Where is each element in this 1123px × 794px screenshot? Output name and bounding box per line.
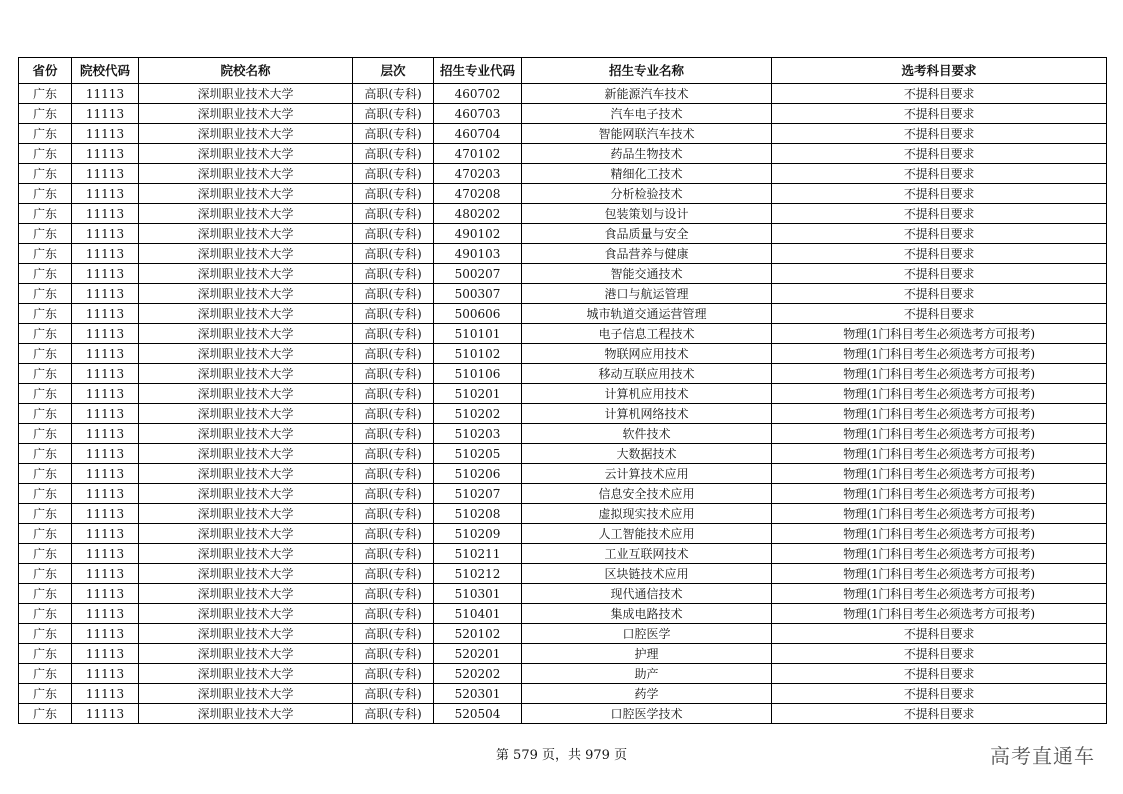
school-name-cell: 深圳职业技术大学	[139, 264, 353, 284]
table-row	[19, 664, 1107, 684]
major-name-cell: 物联网应用技术	[522, 344, 772, 364]
major-name-cell: 口腔医学	[522, 624, 772, 644]
table-body	[19, 84, 1107, 724]
header-major-name: 招生专业名称	[522, 58, 772, 84]
province-cell: 广东	[19, 124, 72, 144]
major-name-cell: 软件技术	[522, 424, 772, 444]
school-code-cell: 11113	[72, 464, 139, 484]
level-cell: 高职(专科)	[353, 664, 434, 684]
level-cell: 高职(专科)	[353, 564, 434, 584]
major-name-cell: 虚拟现实技术应用	[522, 504, 772, 524]
major-code-cell: 520201	[434, 644, 522, 664]
subject-requirement-cell: 物理(1门科目考生必须选考方可报考)	[772, 544, 1107, 564]
major-name-cell: 城市轨道交通运营管理	[522, 304, 772, 324]
table-row	[19, 144, 1107, 164]
level-cell: 高职(专科)	[353, 364, 434, 384]
level-cell: 高职(专科)	[353, 304, 434, 324]
school-name-cell: 深圳职业技术大学	[139, 344, 353, 364]
school-code-cell: 11113	[72, 484, 139, 504]
major-code-cell: 520202	[434, 664, 522, 684]
subject-requirement-cell: 物理(1门科目考生必须选考方可报考)	[772, 564, 1107, 584]
subject-requirement-cell: 不提科目要求	[772, 624, 1107, 644]
level-cell: 高职(专科)	[353, 104, 434, 124]
province-cell: 广东	[19, 684, 72, 704]
level-cell: 高职(专科)	[353, 124, 434, 144]
province-cell: 广东	[19, 204, 72, 224]
school-name-cell: 深圳职业技术大学	[139, 684, 353, 704]
header-subject-requirement: 选考科目要求	[772, 58, 1107, 84]
major-code-cell: 510205	[434, 444, 522, 464]
school-code-cell: 11113	[72, 284, 139, 304]
province-cell: 广东	[19, 484, 72, 504]
table-row	[19, 424, 1107, 444]
major-name-cell: 计算机应用技术	[522, 384, 772, 404]
subject-requirement-cell: 物理(1门科目考生必须选考方可报考)	[772, 364, 1107, 384]
table-row	[19, 344, 1107, 364]
level-cell: 高职(专科)	[353, 504, 434, 524]
level-cell: 高职(专科)	[353, 144, 434, 164]
major-name-cell: 智能交通技术	[522, 264, 772, 284]
table-row	[19, 264, 1107, 284]
major-code-cell: 510203	[434, 424, 522, 444]
school-code-cell: 11113	[72, 524, 139, 544]
major-name-cell: 移动互联应用技术	[522, 364, 772, 384]
header-province: 省份	[19, 58, 72, 84]
level-cell: 高职(专科)	[353, 344, 434, 364]
major-name-cell: 大数据技术	[522, 444, 772, 464]
major-code-cell: 460703	[434, 104, 522, 124]
major-code-cell: 470203	[434, 164, 522, 184]
major-code-cell: 460704	[434, 124, 522, 144]
province-cell: 广东	[19, 284, 72, 304]
subject-requirement-cell: 不提科目要求	[772, 84, 1107, 104]
school-name-cell: 深圳职业技术大学	[139, 444, 353, 464]
major-code-cell: 510206	[434, 464, 522, 484]
subject-requirement-cell: 不提科目要求	[772, 704, 1107, 724]
school-code-cell: 11113	[72, 564, 139, 584]
school-name-cell: 深圳职业技术大学	[139, 604, 353, 624]
major-code-cell: 510101	[434, 324, 522, 344]
table-row	[19, 544, 1107, 564]
level-cell: 高职(专科)	[353, 164, 434, 184]
major-name-cell: 药品生物技术	[522, 144, 772, 164]
school-name-cell: 深圳职业技术大学	[139, 644, 353, 664]
level-cell: 高职(专科)	[353, 444, 434, 464]
major-code-cell: 510106	[434, 364, 522, 384]
subject-requirement-cell: 物理(1门科目考生必须选考方可报考)	[772, 424, 1107, 444]
province-cell: 广东	[19, 184, 72, 204]
table-row	[19, 104, 1107, 124]
major-code-cell: 500207	[434, 264, 522, 284]
school-code-cell: 11113	[72, 124, 139, 144]
level-cell: 高职(专科)	[353, 584, 434, 604]
table-header-row	[19, 58, 1107, 84]
major-code-cell: 470102	[434, 144, 522, 164]
table-row	[19, 644, 1107, 664]
table-row	[19, 224, 1107, 244]
major-name-cell: 护理	[522, 644, 772, 664]
major-code-cell: 500307	[434, 284, 522, 304]
major-name-cell: 云计算技术应用	[522, 464, 772, 484]
school-code-cell: 11113	[72, 184, 139, 204]
level-cell: 高职(专科)	[353, 384, 434, 404]
watermark-logo-text: 高考直通车	[990, 744, 1095, 768]
level-cell: 高职(专科)	[353, 684, 434, 704]
school-name-cell: 深圳职业技术大学	[139, 104, 353, 124]
table-row	[19, 584, 1107, 604]
school-code-cell: 11113	[72, 204, 139, 224]
major-name-cell: 药学	[522, 684, 772, 704]
province-cell: 广东	[19, 624, 72, 644]
table-row	[19, 704, 1107, 724]
province-cell: 广东	[19, 564, 72, 584]
major-code-cell: 480202	[434, 204, 522, 224]
level-cell: 高职(专科)	[353, 204, 434, 224]
school-code-cell: 11113	[72, 164, 139, 184]
province-cell: 广东	[19, 104, 72, 124]
province-cell: 广东	[19, 364, 72, 384]
school-code-cell: 11113	[72, 504, 139, 524]
major-name-cell: 集成电路技术	[522, 604, 772, 624]
school-name-cell: 深圳职业技术大学	[139, 544, 353, 564]
table-row	[19, 504, 1107, 524]
table-row	[19, 364, 1107, 384]
school-name-cell: 深圳职业技术大学	[139, 164, 353, 184]
province-cell: 广东	[19, 144, 72, 164]
school-name-cell: 深圳职业技术大学	[139, 184, 353, 204]
major-code-cell: 510301	[434, 584, 522, 604]
major-code-cell: 520102	[434, 624, 522, 644]
province-cell: 广东	[19, 644, 72, 664]
header-major-code: 招生专业代码	[434, 58, 522, 84]
school-code-cell: 11113	[72, 644, 139, 664]
subject-requirement-cell: 不提科目要求	[772, 184, 1107, 204]
school-code-cell: 11113	[72, 84, 139, 104]
major-code-cell: 520301	[434, 684, 522, 704]
table-row	[19, 124, 1107, 144]
school-code-cell: 11113	[72, 344, 139, 364]
province-cell: 广东	[19, 584, 72, 604]
school-name-cell: 深圳职业技术大学	[139, 584, 353, 604]
subject-requirement-cell: 物理(1门科目考生必须选考方可报考)	[772, 444, 1107, 464]
major-code-cell: 490103	[434, 244, 522, 264]
school-name-cell: 深圳职业技术大学	[139, 224, 353, 244]
province-cell: 广东	[19, 304, 72, 324]
province-cell: 广东	[19, 464, 72, 484]
major-name-cell: 人工智能技术应用	[522, 524, 772, 544]
subject-requirement-cell: 物理(1门科目考生必须选考方可报考)	[772, 404, 1107, 424]
province-cell: 广东	[19, 424, 72, 444]
header-school-name: 院校名称	[139, 58, 353, 84]
subject-requirement-cell: 不提科目要求	[772, 244, 1107, 264]
subject-requirement-cell: 不提科目要求	[772, 304, 1107, 324]
school-name-cell: 深圳职业技术大学	[139, 384, 353, 404]
level-cell: 高职(专科)	[353, 624, 434, 644]
table-row	[19, 284, 1107, 304]
level-cell: 高职(专科)	[353, 524, 434, 544]
level-cell: 高职(专科)	[353, 544, 434, 564]
major-code-cell: 520504	[434, 704, 522, 724]
table-row	[19, 464, 1107, 484]
school-code-cell: 11113	[72, 264, 139, 284]
school-name-cell: 深圳职业技术大学	[139, 284, 353, 304]
admission-requirements-table	[18, 57, 1107, 724]
major-code-cell: 510401	[434, 604, 522, 624]
school-name-cell: 深圳职业技术大学	[139, 244, 353, 264]
school-code-cell: 11113	[72, 664, 139, 684]
table-row	[19, 244, 1107, 264]
school-code-cell: 11113	[72, 384, 139, 404]
major-code-cell: 510201	[434, 384, 522, 404]
province-cell: 广东	[19, 164, 72, 184]
table-row	[19, 204, 1107, 224]
level-cell: 高职(专科)	[353, 644, 434, 664]
table-row	[19, 164, 1107, 184]
level-cell: 高职(专科)	[353, 324, 434, 344]
major-name-cell: 智能网联汽车技术	[522, 124, 772, 144]
subject-requirement-cell: 不提科目要求	[772, 224, 1107, 244]
school-name-cell: 深圳职业技术大学	[139, 204, 353, 224]
level-cell: 高职(专科)	[353, 464, 434, 484]
subject-requirement-cell: 物理(1门科目考生必须选考方可报考)	[772, 584, 1107, 604]
school-name-cell: 深圳职业技术大学	[139, 664, 353, 684]
province-cell: 广东	[19, 84, 72, 104]
major-name-cell: 信息安全技术应用	[522, 484, 772, 504]
table-row	[19, 84, 1107, 104]
school-name-cell: 深圳职业技术大学	[139, 464, 353, 484]
school-name-cell: 深圳职业技术大学	[139, 124, 353, 144]
major-code-cell: 510202	[434, 404, 522, 424]
school-code-cell: 11113	[72, 244, 139, 264]
subject-requirement-cell: 物理(1门科目考生必须选考方可报考)	[772, 504, 1107, 524]
level-cell: 高职(专科)	[353, 84, 434, 104]
subject-requirement-cell: 物理(1门科目考生必须选考方可报考)	[772, 344, 1107, 364]
table-row	[19, 624, 1107, 644]
subject-requirement-cell: 不提科目要求	[772, 264, 1107, 284]
school-name-cell: 深圳职业技术大学	[139, 304, 353, 324]
subject-requirement-cell: 物理(1门科目考生必须选考方可报考)	[772, 464, 1107, 484]
province-cell: 广东	[19, 504, 72, 524]
province-cell: 广东	[19, 224, 72, 244]
level-cell: 高职(专科)	[353, 424, 434, 444]
school-code-cell: 11113	[72, 424, 139, 444]
major-code-cell: 510212	[434, 564, 522, 584]
province-cell: 广东	[19, 324, 72, 344]
province-cell: 广东	[19, 344, 72, 364]
school-name-cell: 深圳职业技术大学	[139, 364, 353, 384]
school-name-cell: 深圳职业技术大学	[139, 484, 353, 504]
school-code-cell: 11113	[72, 704, 139, 724]
school-code-cell: 11113	[72, 144, 139, 164]
subject-requirement-cell: 不提科目要求	[772, 164, 1107, 184]
province-cell: 广东	[19, 404, 72, 424]
major-code-cell: 510211	[434, 544, 522, 564]
major-name-cell: 电子信息工程技术	[522, 324, 772, 344]
province-cell: 广东	[19, 244, 72, 264]
level-cell: 高职(专科)	[353, 244, 434, 264]
major-name-cell: 食品质量与安全	[522, 224, 772, 244]
school-name-cell: 深圳职业技术大学	[139, 524, 353, 544]
table-row	[19, 604, 1107, 624]
province-cell: 广东	[19, 264, 72, 284]
major-name-cell: 食品营养与健康	[522, 244, 772, 264]
school-name-cell: 深圳职业技术大学	[139, 324, 353, 344]
school-code-cell: 11113	[72, 544, 139, 564]
table-row	[19, 404, 1107, 424]
province-cell: 广东	[19, 544, 72, 564]
subject-requirement-cell: 不提科目要求	[772, 144, 1107, 164]
major-name-cell: 汽车电子技术	[522, 104, 772, 124]
level-cell: 高职(专科)	[353, 284, 434, 304]
major-code-cell: 470208	[434, 184, 522, 204]
subject-requirement-cell: 物理(1门科目考生必须选考方可报考)	[772, 384, 1107, 404]
province-cell: 广东	[19, 384, 72, 404]
school-name-cell: 深圳职业技术大学	[139, 564, 353, 584]
table-row	[19, 384, 1107, 404]
major-name-cell: 精细化工技术	[522, 164, 772, 184]
subject-requirement-cell: 不提科目要求	[772, 684, 1107, 704]
table-row	[19, 184, 1107, 204]
level-cell: 高职(专科)	[353, 404, 434, 424]
subject-requirement-cell: 不提科目要求	[772, 664, 1107, 684]
major-code-cell: 510102	[434, 344, 522, 364]
subject-requirement-cell: 不提科目要求	[772, 204, 1107, 224]
major-name-cell: 新能源汽车技术	[522, 84, 772, 104]
province-cell: 广东	[19, 444, 72, 464]
major-code-cell: 510209	[434, 524, 522, 544]
level-cell: 高职(专科)	[353, 224, 434, 244]
school-code-cell: 11113	[72, 104, 139, 124]
school-name-cell: 深圳职业技术大学	[139, 404, 353, 424]
school-code-cell: 11113	[72, 604, 139, 624]
school-code-cell: 11113	[72, 224, 139, 244]
major-code-cell: 490102	[434, 224, 522, 244]
table-row	[19, 564, 1107, 584]
school-code-cell: 11113	[72, 404, 139, 424]
level-cell: 高职(专科)	[353, 604, 434, 624]
subject-requirement-cell: 物理(1门科目考生必须选考方可报考)	[772, 604, 1107, 624]
school-code-cell: 11113	[72, 684, 139, 704]
school-code-cell: 11113	[72, 624, 139, 644]
major-name-cell: 口腔医学技术	[522, 704, 772, 724]
major-code-cell: 460702	[434, 84, 522, 104]
major-code-cell: 500606	[434, 304, 522, 324]
major-code-cell: 510208	[434, 504, 522, 524]
table-row	[19, 304, 1107, 324]
school-code-cell: 11113	[72, 584, 139, 604]
subject-requirement-cell: 物理(1门科目考生必须选考方可报考)	[772, 524, 1107, 544]
major-name-cell: 工业互联网技术	[522, 544, 772, 564]
major-name-cell: 现代通信技术	[522, 584, 772, 604]
table-row	[19, 444, 1107, 464]
school-name-cell: 深圳职业技术大学	[139, 704, 353, 724]
subject-requirement-cell: 物理(1门科目考生必须选考方可报考)	[772, 484, 1107, 504]
header-level: 层次	[353, 58, 434, 84]
province-cell: 广东	[19, 704, 72, 724]
school-code-cell: 11113	[72, 304, 139, 324]
level-cell: 高职(专科)	[353, 484, 434, 504]
subject-requirement-cell: 不提科目要求	[772, 644, 1107, 664]
level-cell: 高职(专科)	[353, 184, 434, 204]
major-name-cell: 分析检验技术	[522, 184, 772, 204]
school-code-cell: 11113	[72, 364, 139, 384]
school-name-cell: 深圳职业技术大学	[139, 84, 353, 104]
table-row	[19, 484, 1107, 504]
table-row	[19, 324, 1107, 344]
province-cell: 广东	[19, 664, 72, 684]
table-row	[19, 524, 1107, 544]
province-cell: 广东	[19, 604, 72, 624]
header-school-code: 院校代码	[72, 58, 139, 84]
subject-requirement-cell: 不提科目要求	[772, 284, 1107, 304]
table-row	[19, 684, 1107, 704]
page-number: 第 579 页，共 979 页	[495, 748, 628, 763]
major-name-cell: 包装策划与设计	[522, 204, 772, 224]
major-name-cell: 计算机网络技术	[522, 404, 772, 424]
school-name-cell: 深圳职业技术大学	[139, 504, 353, 524]
subject-requirement-cell: 不提科目要求	[772, 124, 1107, 144]
school-code-cell: 11113	[72, 444, 139, 464]
school-name-cell: 深圳职业技术大学	[139, 144, 353, 164]
school-code-cell: 11113	[72, 324, 139, 344]
level-cell: 高职(专科)	[353, 704, 434, 724]
major-code-cell: 510207	[434, 484, 522, 504]
major-name-cell: 区块链技术应用	[522, 564, 772, 584]
major-name-cell: 助产	[522, 664, 772, 684]
major-name-cell: 港口与航运管理	[522, 284, 772, 304]
subject-requirement-cell: 物理(1门科目考生必须选考方可报考)	[772, 324, 1107, 344]
province-cell: 广东	[19, 524, 72, 544]
subject-requirement-cell: 不提科目要求	[772, 104, 1107, 124]
school-name-cell: 深圳职业技术大学	[139, 624, 353, 644]
level-cell: 高职(专科)	[353, 264, 434, 284]
school-name-cell: 深圳职业技术大学	[139, 424, 353, 444]
